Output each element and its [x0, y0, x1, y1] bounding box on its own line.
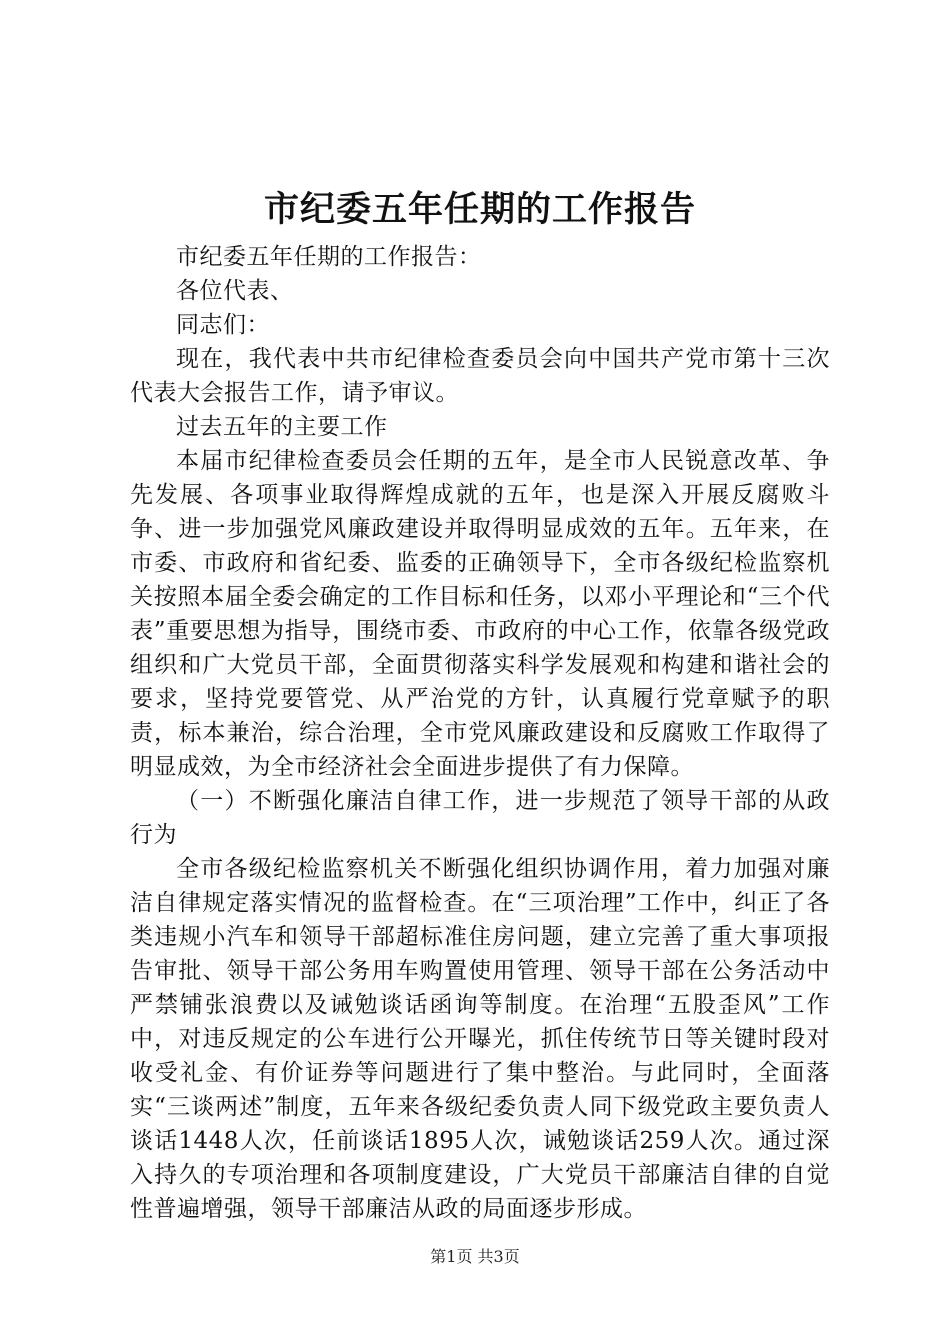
salutation-comrades: 同志们：: [176, 312, 270, 338]
body-paragraph-self-discipline: 全市各级纪检监察机关不断强化组织协调作用，着力加强对廉洁自律规定落实情况的监督检查。在“三项治理”工作中，纠正了各类违规小汽车和领导干部超标准住房问题，建立完善了重大事项报告审批、领导干部公务用车购置使用管理、领导干部在公务活动中严禁铺张浪费以及诫勉谈话函询等制度。在治理“五股歪风”工作中，对违反规定的公车进行公开曝光，抓住传统节日等关键时段对收受礼金、有价证券等问题进行了集中整治。与此同时，全面落实“三谈两述”制度，五年来各级纪委负责人同下级党政主要负责人谈话1448人次，任前谈话1895人次，诫勉谈话259人次。通过深入持久的专项治理和各项制度建设，广大党员干部廉洁自律的自觉性普遍增强，领导干部廉洁从政的局面逐步形成。: [130, 856, 830, 1222]
page-footer: 第1页 共3页: [430, 1247, 520, 1266]
document-title: 市纪委五年任期的工作报告: [263, 189, 696, 230]
body-paragraph-overview: 本届市纪律检查委员会任期的五年，是全市人民锐意改革、争先发展、各项事业取得辉煌成就的五年，也是深入开展反腐败斗争、进一步加强党风廉政建设并取得明显成效的五年。五年来，在市委、市政府和省纪委、监委的正确领导下，全市各级纪检监察机关按照本届全委会确定的工作目标和任务，以邓小平理论和“三个代表”重要思想为指导，围绕市委、市政府的中心工作，依靠各级党政组织和广大党员干部，全面贯彻落实科学发展观和构建和谐社会的要求，坚持党要管党、从严治党的方针，认真履行党章赋予的职责，标本兼治，综合治理，全市党风廉政建设和反腐败工作取得了明显成效，为全市经济社会全面进步提供了有力保障。: [130, 448, 830, 780]
document-page: [130, 180, 830, 1226]
salutation-delegates: 各位代表、: [176, 278, 294, 304]
section-heading-main-work: 过去五年的主要工作: [176, 414, 388, 440]
subsection-heading-1: （一）不断强化廉洁自律工作，进一步规范了领导干部的从政行为: [130, 788, 830, 848]
opening-paragraph: 现在，我代表中共市纪律检查委员会向中国共产党市第十三次代表大会报告工作，请予审议。: [130, 346, 830, 406]
report-heading-line: 市纪委五年任期的工作报告：: [176, 244, 482, 270]
